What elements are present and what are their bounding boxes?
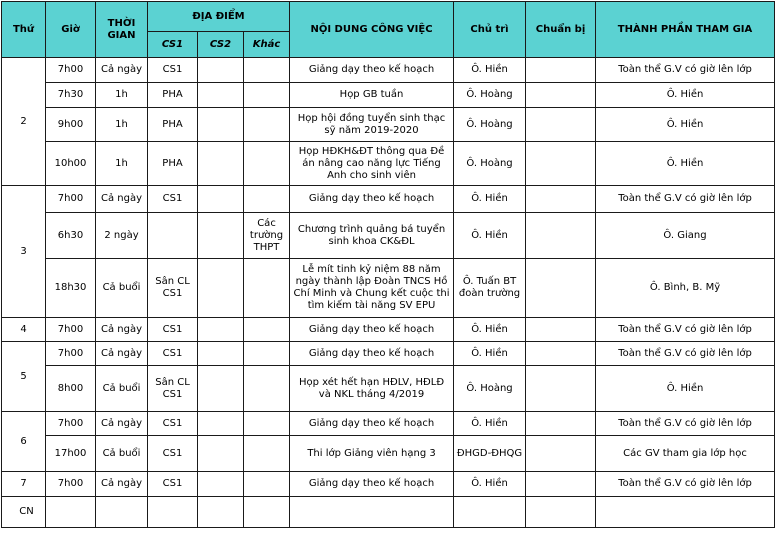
- cs2-cell: [198, 108, 244, 142]
- hour-cell: 8h00: [46, 366, 96, 412]
- cs2-cell: [198, 436, 244, 472]
- table-row: [2, 213, 775, 259]
- header-content: NỘI DUNG CÔNG VIỆC: [290, 2, 454, 58]
- day-cell: 4: [2, 318, 46, 342]
- cs1-cell: PHA: [148, 108, 198, 142]
- participants-cell: Toàn thể G.V có giờ lên lớp: [596, 342, 775, 366]
- prep-cell: [526, 342, 596, 366]
- table-header: [2, 2, 775, 58]
- host-cell: Ô. Hiền: [454, 186, 526, 213]
- duration-cell: Cả ngày: [96, 318, 148, 342]
- day-cell: 7: [2, 472, 46, 497]
- other-cell: [244, 108, 290, 142]
- cs1-cell: CS1: [148, 186, 198, 213]
- participants-cell: Ô. Hiền: [596, 366, 775, 412]
- cs2-cell: [198, 58, 244, 83]
- table-row: [2, 259, 775, 318]
- prep-cell: [526, 472, 596, 497]
- cs2-cell: [198, 318, 244, 342]
- host-cell: Ô. Hoàng: [454, 366, 526, 412]
- host-cell: Ô. Hiền: [454, 472, 526, 497]
- content-cell: Giảng dạy theo kế hoạch: [290, 58, 454, 83]
- content-cell: Giảng dạy theo kế hoạch: [290, 412, 454, 436]
- cs1-cell: CS1: [148, 342, 198, 366]
- host-cell: Ô. Hiền: [454, 213, 526, 259]
- content-cell: Giảng dạy theo kế hoạch: [290, 186, 454, 213]
- header-duration: THỜI GIAN: [96, 2, 148, 58]
- header-prep: Chuẩn bị: [526, 2, 596, 58]
- duration-cell: Cả ngày: [96, 58, 148, 83]
- content-cell: Giảng dạy theo kế hoạch: [290, 342, 454, 366]
- header-participants: THÀNH PHẦN THAM GIA: [596, 2, 775, 58]
- host-cell: Ô. Hiền: [454, 342, 526, 366]
- cs1-cell: CS1: [148, 58, 198, 83]
- host-cell: Ô. Hiền: [454, 58, 526, 83]
- hour-cell: 7h00: [46, 472, 96, 497]
- cs1-cell: Sân CL CS1: [148, 366, 198, 412]
- prep-cell: [526, 412, 596, 436]
- other-cell: [244, 186, 290, 213]
- prep-cell: [526, 58, 596, 83]
- header-loc-other: Khác: [244, 32, 290, 58]
- hour-cell: [46, 497, 96, 528]
- participants-cell: Ô. Bình, B. Mỹ: [596, 259, 775, 318]
- other-cell: [244, 497, 290, 528]
- content-cell: Thi lớp Giảng viên hạng 3: [290, 436, 454, 472]
- hour-cell: 7h00: [46, 318, 96, 342]
- prep-cell: [526, 83, 596, 108]
- participants-cell: [596, 497, 775, 528]
- participants-cell: Toàn thể G.V có giờ lên lớp: [596, 472, 775, 497]
- day-cell: 2: [2, 58, 46, 186]
- other-cell: Các trường THPT: [244, 213, 290, 259]
- day-cell: 6: [2, 412, 46, 472]
- table-body: [2, 58, 775, 528]
- prep-cell: [526, 186, 596, 213]
- other-cell: [244, 412, 290, 436]
- hour-cell: 7h00: [46, 342, 96, 366]
- hour-cell: 6h30: [46, 213, 96, 259]
- prep-cell: [526, 436, 596, 472]
- content-cell: Giảng dạy theo kế hoạch: [290, 472, 454, 497]
- content-cell: Họp GB tuần: [290, 83, 454, 108]
- content-cell: Họp xét hết hạn HĐLV, HĐLĐ và NKL tháng 4/2019: [290, 366, 454, 412]
- duration-cell: 1h: [96, 83, 148, 108]
- table-row: [2, 342, 775, 366]
- table-row: [2, 436, 775, 472]
- table-row: [2, 186, 775, 213]
- prep-cell: [526, 497, 596, 528]
- header-day: Thứ: [2, 2, 46, 58]
- header-loc-cs1: CS1: [148, 32, 198, 58]
- cs1-cell: CS1: [148, 412, 198, 436]
- host-cell: Ô. Hiền: [454, 412, 526, 436]
- cs1-cell: PHA: [148, 83, 198, 108]
- day-cell: 5: [2, 342, 46, 412]
- participants-cell: Ô. Hiền: [596, 142, 775, 186]
- header-hour: Giờ: [46, 2, 96, 58]
- cs1-cell: CS1: [148, 318, 198, 342]
- duration-cell: 1h: [96, 142, 148, 186]
- content-cell: Họp HĐKH&ĐT thông qua Đề án nâng cao năng lực Tiếng Anh cho sinh viên: [290, 142, 454, 186]
- hour-cell: 9h00: [46, 108, 96, 142]
- prep-cell: [526, 213, 596, 259]
- content-cell: Chương trình quảng bá tuyển sinh khoa CK&ĐL: [290, 213, 454, 259]
- cs2-cell: [198, 497, 244, 528]
- host-cell: Ô. Tuấn BT đoàn trường: [454, 259, 526, 318]
- participants-cell: Toàn thể G.V có giờ lên lớp: [596, 318, 775, 342]
- hour-cell: 10h00: [46, 142, 96, 186]
- content-cell: Họp hội đồng tuyển sinh thạc sỹ năm 2019-2020: [290, 108, 454, 142]
- duration-cell: 1h: [96, 108, 148, 142]
- host-cell: Ô. Hoàng: [454, 142, 526, 186]
- duration-cell: Cả ngày: [96, 342, 148, 366]
- duration-cell: Cả ngày: [96, 186, 148, 213]
- participants-cell: Các GV tham gia lớp học: [596, 436, 775, 472]
- cs2-cell: [198, 142, 244, 186]
- weekly-schedule-table: [1, 1, 775, 528]
- cs1-cell: Sân CL CS1: [148, 259, 198, 318]
- host-cell: ĐHGD-ĐHQG: [454, 436, 526, 472]
- table-row: [2, 108, 775, 142]
- cs2-cell: [198, 213, 244, 259]
- cs1-cell: CS1: [148, 472, 198, 497]
- table-row: [2, 472, 775, 497]
- prep-cell: [526, 108, 596, 142]
- content-cell: Lễ mít tinh kỷ niệm 88 năm ngày thành lập Đoàn TNCS Hồ Chí Minh và Chung kết cuộc thi tìm kiếm tài năng SV EPU: [290, 259, 454, 318]
- prep-cell: [526, 366, 596, 412]
- host-cell: Ô. Hiền: [454, 318, 526, 342]
- duration-cell: 2 ngày: [96, 213, 148, 259]
- prep-cell: [526, 142, 596, 186]
- cs1-cell: [148, 497, 198, 528]
- participants-cell: Toàn thể G.V có giờ lên lớp: [596, 412, 775, 436]
- prep-cell: [526, 259, 596, 318]
- other-cell: [244, 318, 290, 342]
- table-row: [2, 58, 775, 83]
- prep-cell: [526, 318, 596, 342]
- day-cell: CN: [2, 497, 46, 528]
- table-row: [2, 497, 775, 528]
- hour-cell: 7h30: [46, 83, 96, 108]
- participants-cell: Ô. Hiền: [596, 83, 775, 108]
- header-host: Chủ trì: [454, 2, 526, 58]
- host-cell: Ô. Hoàng: [454, 83, 526, 108]
- other-cell: [244, 342, 290, 366]
- hour-cell: 18h30: [46, 259, 96, 318]
- cs2-cell: [198, 186, 244, 213]
- table-row: [2, 83, 775, 108]
- participants-cell: Ô. Hiền: [596, 108, 775, 142]
- cs2-cell: [198, 472, 244, 497]
- participants-cell: Toàn thể G.V có giờ lên lớp: [596, 186, 775, 213]
- other-cell: [244, 142, 290, 186]
- duration-cell: Cả ngày: [96, 472, 148, 497]
- duration-cell: Cả ngày: [96, 412, 148, 436]
- table-row: [2, 412, 775, 436]
- cs2-cell: [198, 366, 244, 412]
- other-cell: [244, 436, 290, 472]
- duration-cell: Cả buổi: [96, 259, 148, 318]
- participants-cell: Ô. Giang: [596, 213, 775, 259]
- other-cell: [244, 259, 290, 318]
- cs2-cell: [198, 259, 244, 318]
- duration-cell: [96, 497, 148, 528]
- table-row: [2, 318, 775, 342]
- other-cell: [244, 472, 290, 497]
- participants-cell: Toàn thể G.V có giờ lên lớp: [596, 58, 775, 83]
- day-cell: 3: [2, 186, 46, 318]
- duration-cell: Cả buổi: [96, 436, 148, 472]
- cs2-cell: [198, 83, 244, 108]
- host-cell: [454, 497, 526, 528]
- hour-cell: 7h00: [46, 412, 96, 436]
- hour-cell: 7h00: [46, 58, 96, 83]
- cs1-cell: [148, 213, 198, 259]
- cs1-cell: CS1: [148, 436, 198, 472]
- hour-cell: 17h00: [46, 436, 96, 472]
- content-cell: [290, 497, 454, 528]
- header-location: ĐỊA ĐIỂM: [148, 2, 290, 32]
- table-row: [2, 142, 775, 186]
- other-cell: [244, 58, 290, 83]
- cs2-cell: [198, 412, 244, 436]
- content-cell: Giảng dạy theo kế hoạch: [290, 318, 454, 342]
- cs1-cell: PHA: [148, 142, 198, 186]
- host-cell: Ô. Hoàng: [454, 108, 526, 142]
- table-row: [2, 366, 775, 412]
- other-cell: [244, 83, 290, 108]
- other-cell: [244, 366, 290, 412]
- duration-cell: Cả buổi: [96, 366, 148, 412]
- cs2-cell: [198, 342, 244, 366]
- hour-cell: 7h00: [46, 186, 96, 213]
- header-loc-cs2: CS2: [198, 32, 244, 58]
